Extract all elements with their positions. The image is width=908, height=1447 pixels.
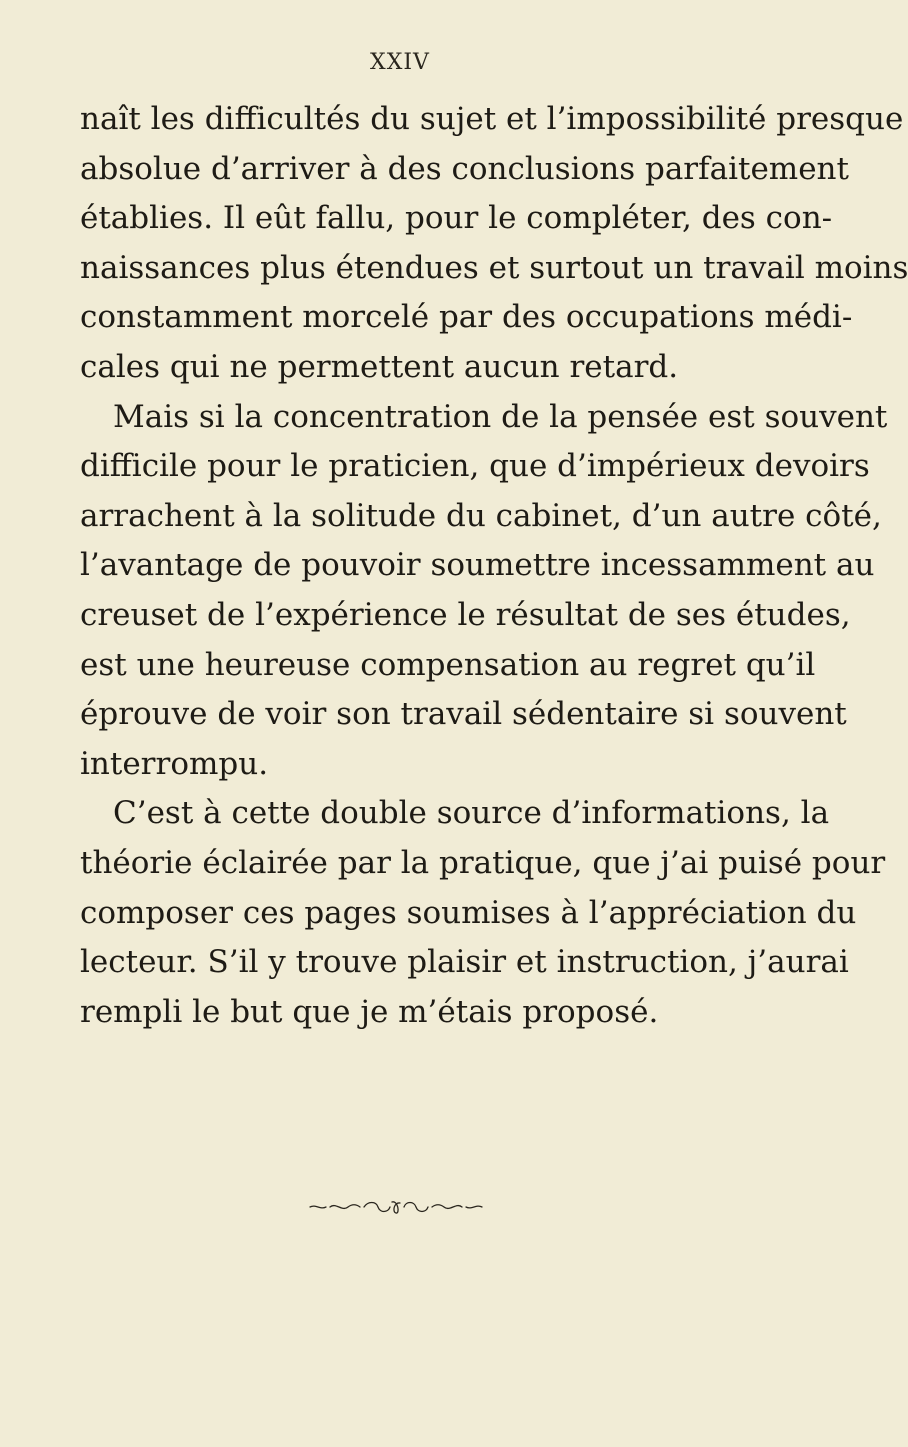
text-line: C’est à cette double source d’informations, la (113, 795, 830, 832)
text-line: difficile pour le praticien, que d’impérieux devoirs (80, 448, 870, 485)
text-line: interrompu. (80, 745, 269, 782)
text-line: théorie éclairée par la pratique, que j’ai puisé pour (80, 844, 886, 881)
text-line: éprouve de voir son travail sédentaire si souvent (80, 696, 847, 733)
body-text (80, 95, 908, 1037)
text-line: composer ces pages soumises à l’appréciation du (80, 894, 857, 931)
text-line: cales qui ne permettent aucun retard. (80, 348, 679, 385)
tailpiece-ornament-icon (308, 1198, 484, 1216)
text-line: l’avantage de pouvoir soumettre incessamment au (80, 547, 875, 584)
page-number: XXIV (370, 50, 430, 75)
text-line: creuset de l’expérience le résultat de ses études, (80, 596, 851, 633)
text-line: lecteur. S’il y trouve plaisir et instruction, j’aurai (80, 944, 849, 981)
text-line: absolue d’arriver à des conclusions parfaitement (80, 150, 849, 187)
text-line: est une heureuse compensation au regret qu’il (80, 646, 816, 683)
text-line: rempli le but que je m’étais proposé. (80, 993, 659, 1030)
text-line: constamment morcelé par des occupations médi- (80, 299, 853, 336)
text-line: arrachent à la solitude du cabinet, d’un autre côté, (80, 497, 882, 534)
text-line: Mais si la concentration de la pensée est souvent (113, 398, 888, 435)
text-line: naît les difficultés du sujet et l’impossibilité presque (80, 101, 904, 137)
text-line: établies. Il eût fallu, pour le compléter, des con- (80, 200, 833, 237)
text-line: naissances plus étendues et surtout un travail moins (80, 249, 908, 286)
